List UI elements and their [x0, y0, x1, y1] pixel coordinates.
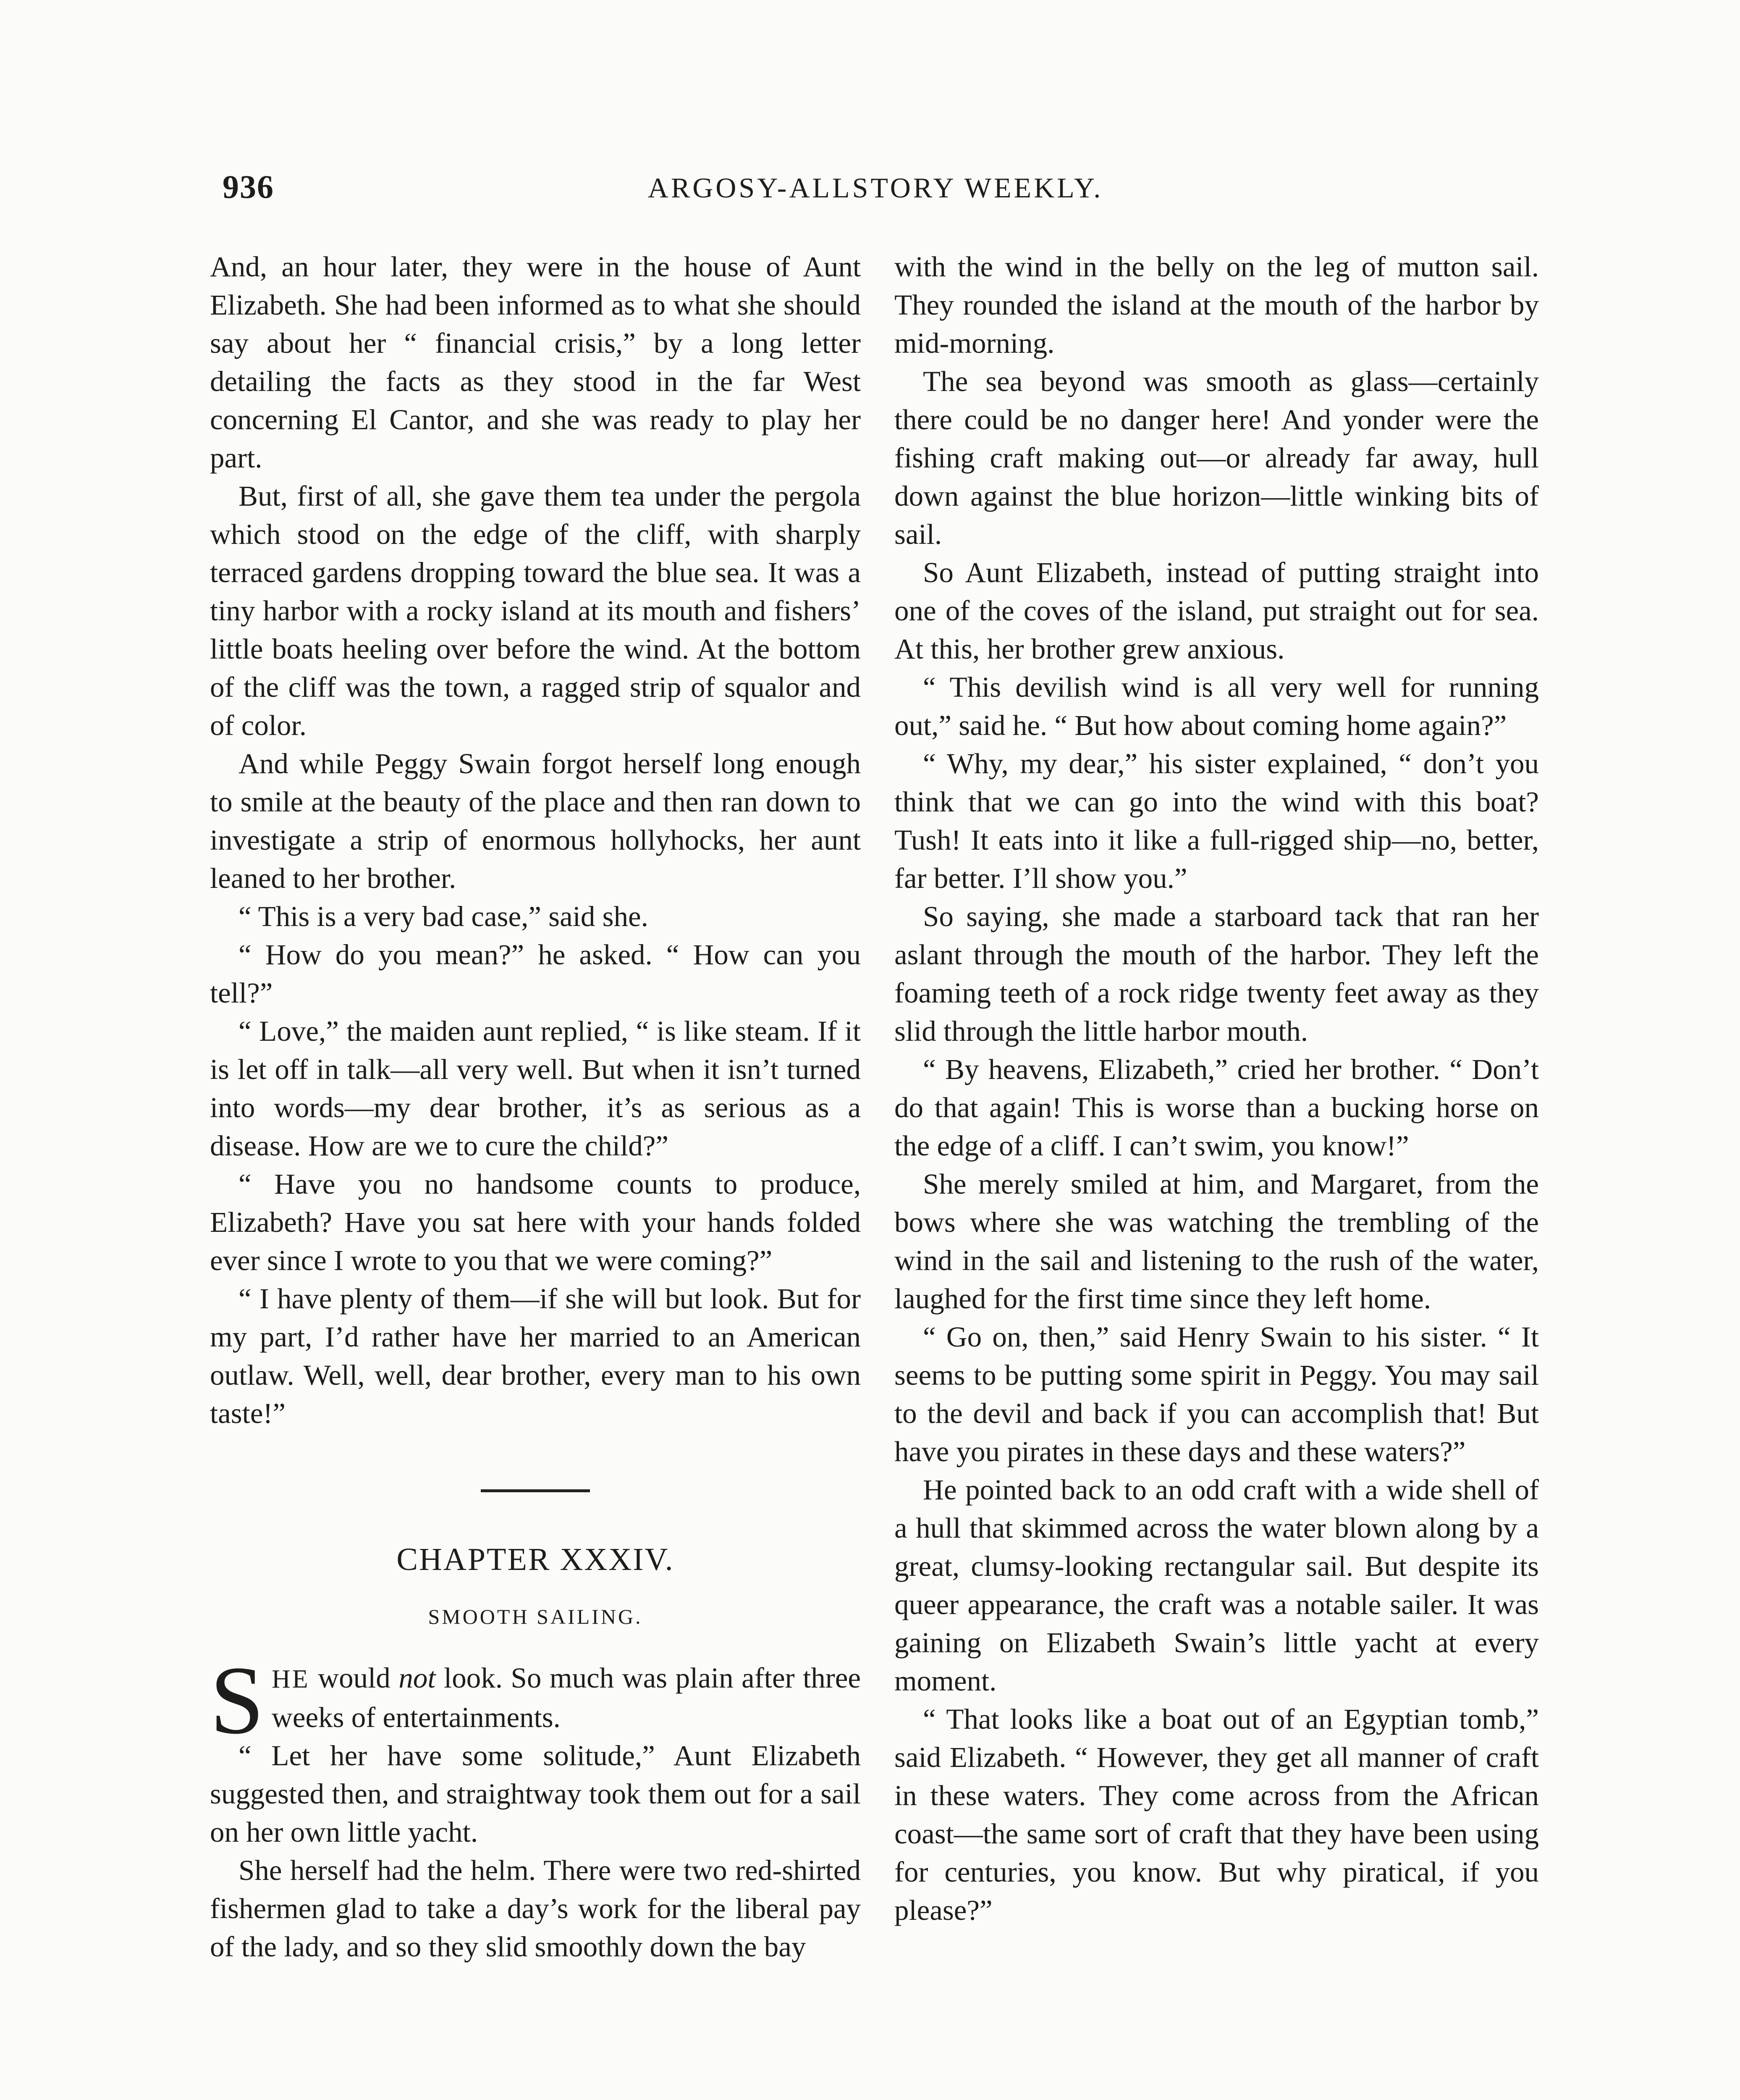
paragraph: The sea beyond was smooth as glass—certainly there could be no danger here! And yonder were the fishing craft making out—or already far away, hull down against the blue horizon—little winking bits of sail. — [894, 365, 1539, 550]
paragraph: But, first of all, she gave them tea under the pergola which stood on the edge of the cliff, with sharply terraced gardens dropping toward the blue sea. It was a tiny harbor with a rocky island at its mouth and fishers’ little boats heeling over before the wind. At the bottom of the cliff was the town, a ragged strip of squalor and of color. — [210, 480, 861, 741]
section-divider — [481, 1489, 590, 1492]
opening-text: would — [309, 1662, 399, 1694]
chapter-title: CHAPTER XXXIV. — [396, 1542, 674, 1577]
right-column — [894, 248, 1539, 1929]
paragraph: “ Go on, then,” said Henry Swain to his sister. “ It seems to be putting some spirit in Peggy. You may sail to the devil and back if you can accomplish that! But have you pirates in these days and these waters?” — [894, 1321, 1539, 1467]
drop-cap: S — [210, 1646, 265, 1754]
page-number: 936 — [223, 168, 274, 205]
paragraph: “ This devilish wind is all very well for running out,” said he. “ But how about coming home again?” — [894, 671, 1539, 741]
paragraph: And, an hour later, they were in the house of Aunt Elizabeth. She had been informed as to what she should say about her “ financial crisis,” by a long letter detailing the facts as they stood in the far West concerning El Cantor, and she was ready to play her part. — [210, 251, 861, 474]
paragraph: “ How do you mean?” he asked. “ How can you tell?” — [210, 939, 861, 1009]
paragraph: And while Peggy Swain forgot herself long enough to smile at the beauty of the place and then ran down to investigate a strip of enormous hollyhocks, her aunt leaned to her brother. — [210, 748, 861, 894]
paragraph: “ That looks like a boat out of an Egyptian tomb,” said Elizabeth. “ However, they get all manner of craft in these waters. They come across from the African coast—the same sort of craft that they have been using for centuries, you know. But why piratical, if you please?” — [894, 1703, 1539, 1926]
paragraph: “ Have you no handsome counts to produce, Elizabeth? Have you sat here with your hands folded ever since I wrote to you that we were coming?” — [210, 1168, 861, 1276]
paragraph: She merely smiled at him, and Margaret, from the bows where she was watching the trembling of the wind in the sail and listening to the rush of the water, laughed for the first time since they left home. — [894, 1168, 1539, 1315]
paragraph: “ I have plenty of them—if she will but look. But for my part, I’d rather have her married to an American outlaw. Well, well, dear brother, every man to his own taste!” — [210, 1283, 861, 1429]
paragraph: “ By heavens, Elizabeth,” cried her brother. “ Don’t do that again! This is worse than a bucking horse on the edge of a cliff. I can’t swim, you know!” — [894, 1053, 1539, 1162]
paragraph: “ Why, my dear,” his sister explained, “ don’t you think that we can go into the wind with this boat? Tush! It eats into it like a full-rigged ship—no, better, far better. I’ll show you.” — [894, 748, 1539, 894]
chapter-opening-paragraph — [210, 1646, 861, 1754]
paragraph: “ This is a very bad case,” said she. — [238, 900, 648, 932]
page-header — [206, 168, 1545, 223]
paragraph: So saying, she made a starboard tack that ran her aslant through the mouth of the harbor. They left the foaming teeth of a rock ridge twenty feet away as they slid through the little harbor mouth. — [894, 900, 1539, 1047]
left-column — [210, 248, 861, 1966]
paragraph: So Aunt Elizabeth, instead of putting straight into one of the coves of the island, put straight out for sea. At this, her brother grew anxious. — [894, 556, 1539, 665]
opening-small-caps: HE — [272, 1665, 310, 1693]
running-title: ARGOSY-ALLSTORY WEEKLY. — [647, 172, 1103, 204]
paragraph: with the wind in the belly on the leg of mutton sail. They rounded the island at the mouth of the harbor by mid-morning. — [894, 251, 1539, 359]
paragraph: She herself had the helm. There were two red-shirted fishermen glad to take a day’s work for the liberal pay of the lady, and so they slid smoothly down the bay — [210, 1854, 861, 1963]
opening-text-rest: look. So much was plain after three weeks of entertainments. — [272, 1662, 861, 1733]
opening-italic: not — [398, 1662, 436, 1694]
chapter-subtitle: SMOOTH SAILING. — [428, 1605, 643, 1628]
paragraph: “ Let her have some solitude,” Aunt Elizabeth suggested then, and straightway took them out for a sail on her own little yacht. — [210, 1740, 861, 1848]
paragraph: “ Love,” the maiden aunt replied, “ is like steam. If it is let off in talk—all very well. But when it isn’t turned into words—my dear brother, it’s as serious as a disease. How are we to cure the child?” — [210, 1015, 861, 1162]
paragraph: He pointed back to an odd craft with a wide shell of a hull that skimmed across the water blown along by a great, clumsy-looking rectangular sail. But despite its queer appearance, the craft was a notable sailer. It was gaining on Elizabeth Swain’s little yacht at every moment. — [894, 1474, 1539, 1697]
